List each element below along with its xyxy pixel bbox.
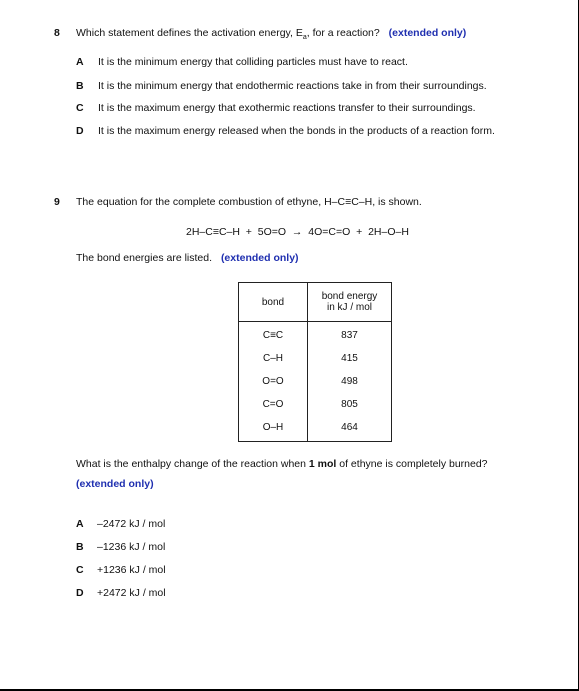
question-9-stem: The equation for the complete combustion of ethyne, H–C≡C–H, is shown. (76, 196, 422, 208)
bond-energy-table (238, 282, 392, 442)
enthalpy-question-amount: 1 mol (308, 458, 337, 470)
energy-cell: 805 (308, 393, 392, 416)
q9-option-b-letter[interactable]: B (76, 541, 84, 553)
q8-option-a-letter[interactable]: A (76, 56, 84, 68)
q9-option-a-text[interactable]: –2472 kJ / mol (97, 518, 166, 530)
energy-column-header (308, 283, 392, 322)
energy-cell: 415 (308, 347, 392, 370)
q8-option-c-letter[interactable]: C (76, 102, 84, 114)
q8-option-b-letter[interactable]: B (76, 80, 84, 92)
enthalpy-question-post: of ethyne is completely burned? (336, 458, 488, 470)
energy-header-line-2: in kJ / mol (326, 302, 372, 313)
q9-option-a-letter[interactable]: A (76, 518, 84, 530)
bond-cell: C≡C (239, 322, 308, 348)
energy-cell: 464 (308, 416, 392, 442)
bond-cell: O–H (239, 416, 308, 442)
q9-option-d-text[interactable]: +2472 kJ / mol (97, 587, 166, 599)
table-row (239, 347, 392, 370)
question-8-stem-end: , for a reaction? (306, 27, 380, 39)
bond-energies-intro-text: The bond energies are listed. (76, 252, 213, 264)
question-8-extended-tag: (extended only) (388, 27, 467, 39)
bond-energies-intro (76, 252, 299, 264)
energy-header-line-1: bond energy (321, 291, 378, 302)
q8-option-d-letter[interactable]: D (76, 125, 84, 137)
enthalpy-question-pre: What is the enthalpy change of the reaction when (76, 458, 309, 470)
q9-option-b-text[interactable]: –1236 kJ / mol (97, 541, 166, 553)
combustion-equation: 2H–C≡C–H + 5O=O → 4O=C=O + 2H–O–H (186, 226, 409, 238)
q9-option-c-text[interactable]: +1236 kJ / mol (97, 564, 166, 576)
q8-option-c-text[interactable]: It is the maximum energy that exothermic reactions transfer to their surroundings. (98, 102, 476, 114)
q8-option-d-text[interactable]: It is the maximum energy released when the bonds in the products of a reaction form. (98, 125, 495, 137)
enthalpy-question (76, 458, 488, 470)
bond-cell: O=O (239, 370, 308, 393)
energy-cell: 498 (308, 370, 392, 393)
bond-column-header: bond (239, 283, 308, 322)
bond-cell: C–H (239, 347, 308, 370)
table-row (239, 416, 392, 442)
table-row (239, 370, 392, 393)
table-row (239, 393, 392, 416)
q8-option-b-text[interactable]: It is the minimum energy that endothermic reactions take in from their surroundings. (98, 80, 487, 92)
question-9-number: 9 (54, 196, 60, 208)
question-8-stem (76, 27, 466, 41)
question-8-number: 8 (54, 27, 60, 39)
activation-energy-subscript: a (302, 34, 307, 42)
question-8-stem-text: Which statement defines the activation energy, E (76, 27, 303, 39)
energy-cell: 837 (308, 322, 392, 348)
enthalpy-question-extended-tag: (extended only) (76, 478, 154, 490)
table-row (239, 322, 392, 348)
q9-option-d-letter[interactable]: D (76, 587, 84, 599)
bond-table-header (239, 283, 392, 322)
q9-option-c-letter[interactable]: C (76, 564, 84, 576)
bond-energies-extended-tag: (extended only) (220, 252, 299, 264)
bond-cell: C=O (239, 393, 308, 416)
q8-option-a-text[interactable]: It is the minimum energy that colliding particles must have to react. (98, 56, 408, 68)
